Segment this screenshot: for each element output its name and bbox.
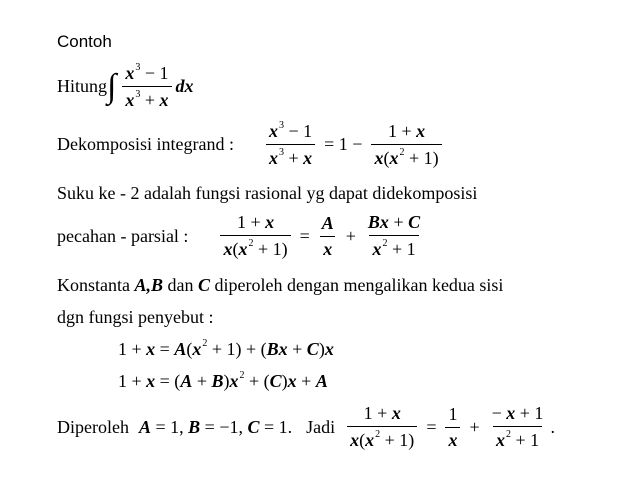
constants-line: [57, 275, 503, 296]
pf-a: $\frac{A}{x}$: [321, 212, 334, 259]
constants-c: C: [198, 275, 211, 295]
denominator-note: dgn fungsi penyebut :: [57, 307, 214, 327]
constant-values: A = 1, B = −1, C = 1.: [138, 416, 293, 437]
second-term-note: Suku ke - 2 adalah fungsi rasional yg dapat didekomposisi: [57, 183, 478, 203]
pf-bc: $\frac{Bx + C}{x^2 + 1}$: [367, 212, 421, 259]
hitung-label: Hitung: [57, 76, 108, 96]
result-line: Diperoleh A = 1, B = −1, C = 1. Jadi $\frac{1 + x}{x(x^2 + 1)}$ = $\frac{1}{x}$ + $\frac{- x + 1}{x^2 + 1}$ .: [57, 403, 555, 450]
diperoleh-label: Diperoleh: [57, 416, 129, 437]
integral-statement: Hitung ∫ $\frac{x^3 - 1}{x^3 + x}$ dx: [57, 62, 194, 110]
pf-left: $\frac{1 + x}{x(x^2 + 1)}$: [220, 212, 290, 260]
decomposition-line: Dekomposisi integrand : $\frac{x^3 - 1}{x^3 + x}$ = 1 − $\frac{1 + x}{x(x^2 + 1)}$: [57, 120, 446, 169]
decomposition-label: Dekomposisi integrand :: [57, 134, 234, 154]
final-2: $\frac{- x + 1}{x^2 + 1}$: [491, 403, 544, 450]
partial-fraction-line: pecahan - parsial : $\frac{1 + x}{x(x^2 + 1)}$ = $\frac{A}{x}$ + $\frac{Bx + C}{x^2 + 1}$: [57, 212, 427, 260]
constants-ab: A,B: [134, 275, 163, 295]
constants-rest: diperoleh dengan mengalikan kedua sisi: [214, 275, 504, 295]
slide-title: Contoh: [57, 32, 112, 51]
constants-dan: dan: [167, 275, 194, 295]
final-1x: $\frac{1}{x}$: [445, 404, 460, 451]
constants-word: Konstanta: [57, 275, 130, 295]
integrand-fraction-2: $\frac{x^3 - 1}{x^3 + x}$: [266, 120, 315, 169]
remainder-fraction: $\frac{1 + x}{x(x^2 + 1)}$: [371, 121, 441, 169]
equation-2: $1 + x = (A + B)x^2 + (C)x + A$: [118, 370, 328, 391]
jadi-label: Jadi: [306, 416, 336, 437]
final-left: $\frac{1 + x}{x(x^2 + 1)}$: [347, 403, 417, 451]
partial-fraction-label: pecahan - parsial :: [57, 225, 189, 246]
integrand-fraction: $\frac{x^3 - 1}{x^3 + x}$: [122, 62, 171, 111]
dx: dx: [175, 76, 194, 96]
equation-1: $1 + x = A(x^2 + 1) + (Bx + C)x$: [118, 338, 334, 359]
